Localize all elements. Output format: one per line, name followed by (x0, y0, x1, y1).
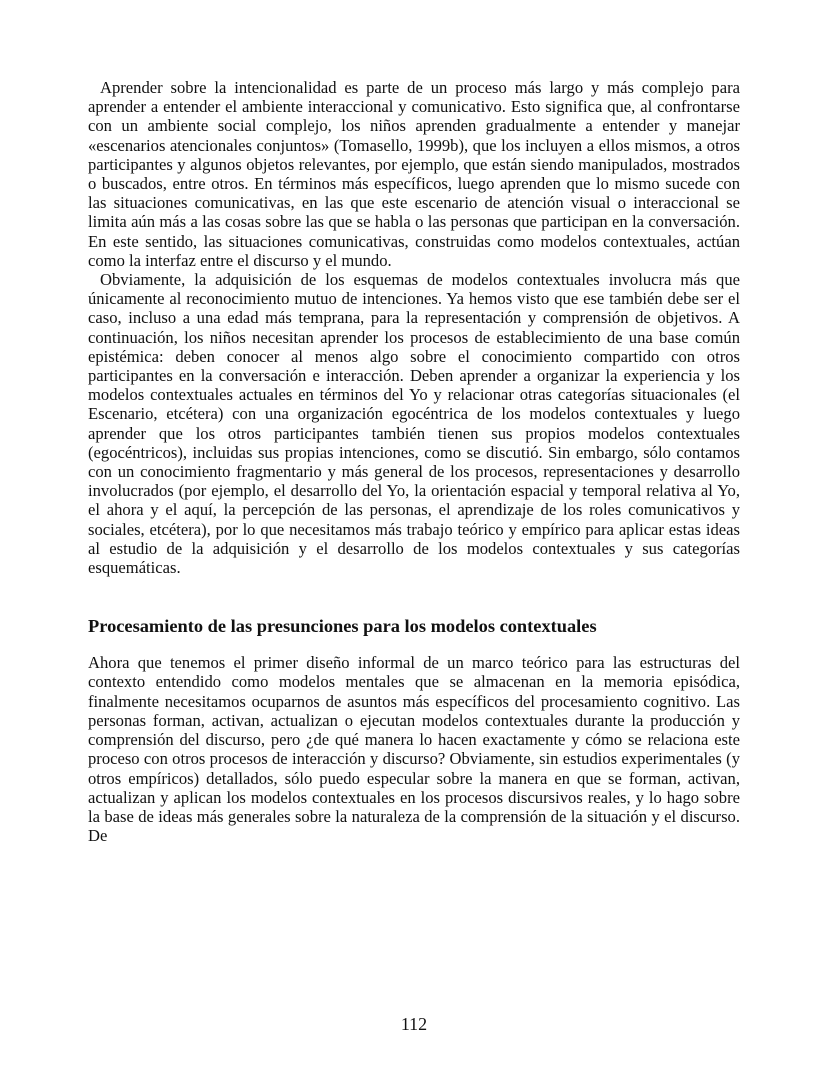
page-number: 112 (400, 1014, 428, 1034)
paragraph-intentionality: Aprender sobre la intencionalidad es parte de un proceso más largo y más complejo para aprender a entender el ambiente interaccional y comunicativo. Esto significa que, al confrontarse con un ambiente social complejo, los niños aprenden gradualmente a entender y manejar «escenarios atencionales conjuntos» (Tomasello, 1999b), que los incluyen a ellos mismos, a otros participantes y algunos objetos relevantes, por ejemplo, que están siendo manipulados, mostrados o buscados, entre otros. En términos más específicos, luego aprenden que lo mismo sucede con las situaciones comunicativas, en las que este escenario de atención visual o interaccional se limita aún más a las cosas sobre las que se habla o las personas que participan en la conversación. En este sentido, las situaciones comunicativas, construidas como modelos contextuales, actúan como la interfaz entre el discurso y el mundo. (88, 78, 740, 270)
paragraph-processing: Ahora que tenemos el primer diseño informal de un marco teórico para las estructuras del contexto entendido como modelos mentales que se almacenan en la memoria episódica, finalmente necesitamos ocuparnos de asuntos más específicos del procesamiento cognitivo. Las personas forman, activan, actualizan o ejecutan modelos contextuales durante la producción y comprensión del discurso, pero ¿de qué manera lo hacen exactamente y cómo se relaciona este proceso con otros procesos de interacción y discurso? Obviamente, sin estudios experimentales (y otros empíricos) detallados, sólo puedo especular sobre la manera en que se forman, activan, actualizan y aplican los modelos contextuales en los procesos discursivos reales, y lo hago sobre la base de ideas más generales sobre la naturaleza de la comprensión de la situación y el discurso. De (88, 653, 740, 846)
paragraph-context-model-acquisition: Obviamente, la adquisición de los esquemas de modelos contextuales involucra más que únicamente al reconocimiento mutuo de intenciones. Ya hemos visto que ese también debe ser el caso, incluso a una edad más temprana, para la representación y comprensión de objetivos. A continuación, los niños necesitan aprender los procesos de establecimiento de una base común epistémica: deben conocer al menos algo sobre el conocimiento compartido con otros participantes en la conversación e interacción. Deben aprender a organizar la experiencia y los modelos contextuales actuales en términos del Yo y relacionar otras categorías situacionales (el Escenario, etcétera) con una organización egocéntrica de los modelos contextuales y luego aprender que los otros participantes también tienen sus propios modelos contextuales (egocéntricos), incluidas sus propias intenciones, como se discutió. Sin embargo, sólo contamos con un conocimiento fragmentario y más general de los procesos, representaciones y desarrollo involucrados (por ejemplo, el desarrollo del Yo, la orientación espacial y temporal relativa al Yo, el ahora y el aquí, la percepción de las personas, el aprendizaje de los roles comunicativos y sociales, etcétera), por lo que necesitamos más trabajo teórico y empírico para aplicar estas ideas al estudio de la adquisición y el desarrollo de los modelos contextuales y sus categorías esquemáticas. (88, 270, 740, 578)
page-body (88, 78, 740, 845)
section-heading: Procesamiento de las presunciones para los modelos contextuales (88, 616, 597, 637)
